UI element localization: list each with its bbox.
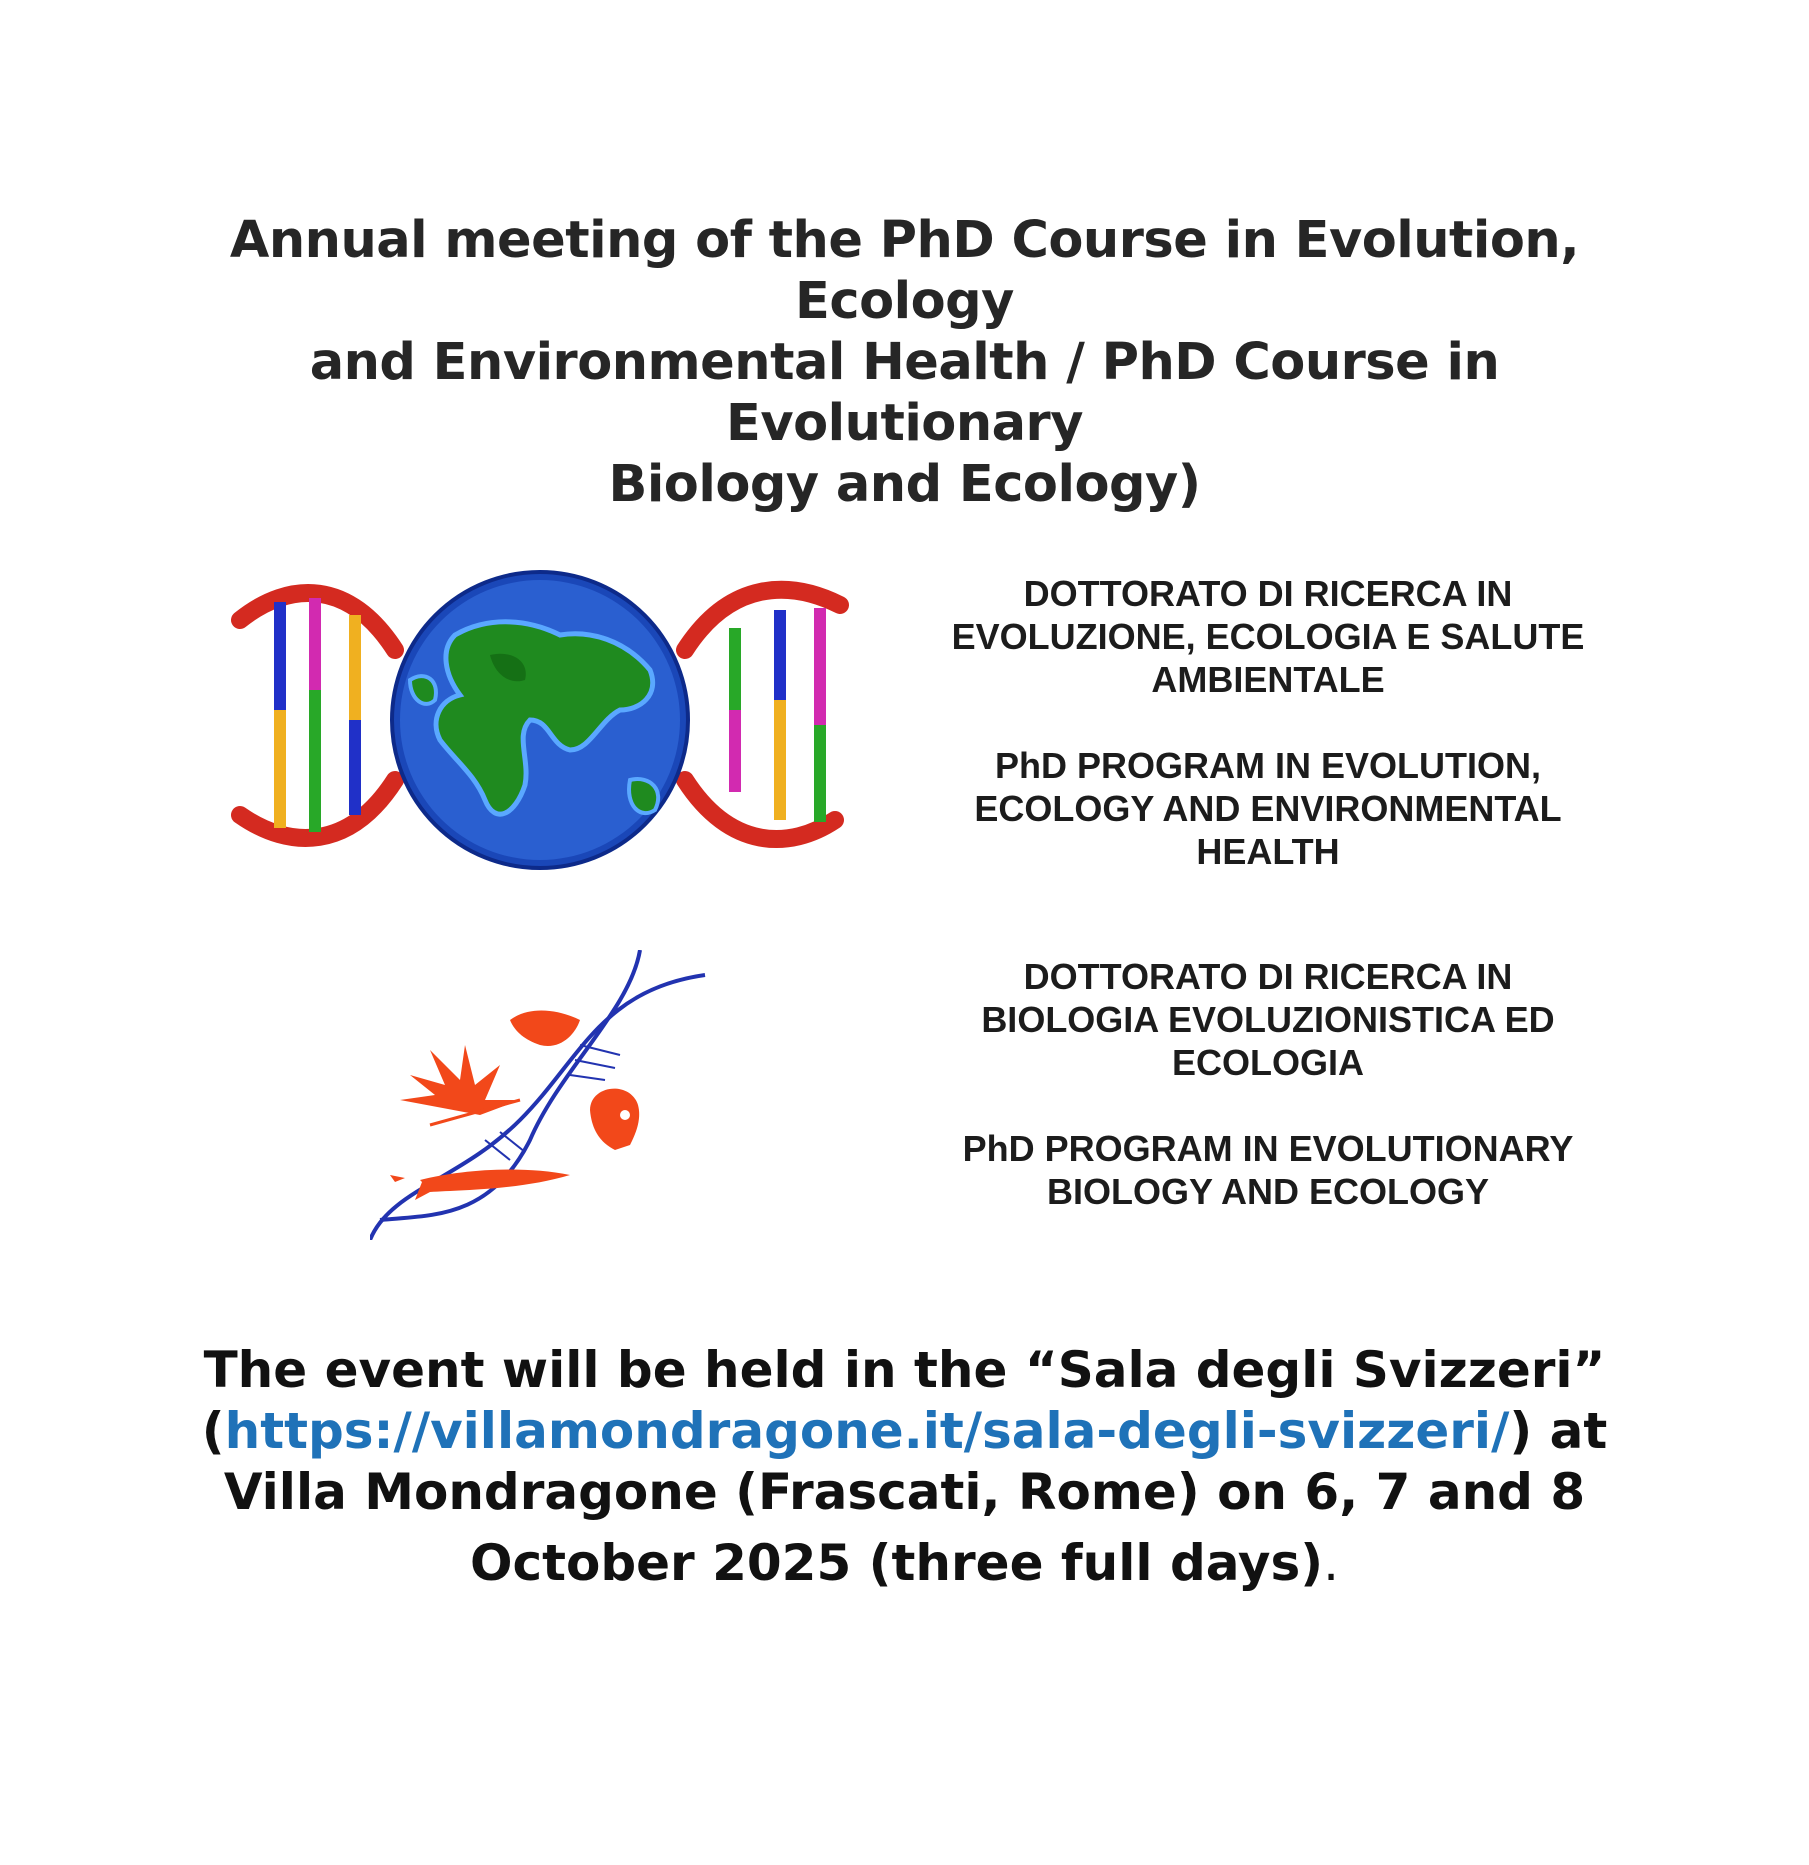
event-dates: October 2025 (three full days) [469,1534,1324,1592]
title-line: Biology and Ecology) [608,455,1201,514]
event-line: Villa Mondragone (Frascati, Rome) on 6, 7 and 8 [223,1463,1586,1521]
program-italian-line: AMBIENTALE [1151,659,1385,700]
title-line: Annual meeting of the PhD Course in Evolution, Ecology [229,211,1580,331]
program-italian-line: DOTTORATO DI RICERCA IN [1023,956,1513,997]
open-paren: ( [201,1402,225,1460]
program-english-line: HEALTH [1196,831,1340,872]
program-italian-line: BIOLOGIA EVOLUZIONISTICA ED [981,999,1555,1040]
spacer [918,1084,1618,1127]
dna-biology-icon [370,950,710,1240]
title-line: and Environmental Health / PhD Course in Evolutionary [309,333,1500,453]
program-italian-line: EVOLUZIONE, ECOLOGIA E SALUTE [951,616,1585,657]
program-italian-line: DOTTORATO DI RICERCA IN [1023,573,1513,614]
event-line [150,1401,1659,1462]
venue-link[interactable]: https://villamondragone.it/sala-degli-svizzeri/ [224,1402,1510,1460]
program-english-line: ECOLOGY AND ENVIRONMENTAL [974,788,1562,829]
dna-earth-icon [230,560,850,890]
period: . [1323,1534,1340,1592]
page-title [150,210,1659,515]
event-line [150,1533,1659,1594]
program-description [918,955,1618,1213]
program-english-line: BIOLOGY AND ECOLOGY [1046,1171,1490,1212]
event-info [150,1340,1659,1594]
program-italian-line: ECOLOGIA [1171,1042,1364,1083]
spacer [918,701,1618,744]
after-link-text: ) at [1509,1402,1608,1460]
event-line: The event will be held in the “Sala degli Svizzeri” [203,1341,1606,1399]
program-english-line: PhD PROGRAM IN EVOLUTION, [994,745,1541,786]
program-english-line: PhD PROGRAM IN EVOLUTIONARY [962,1128,1574,1169]
program-description [918,572,1618,873]
